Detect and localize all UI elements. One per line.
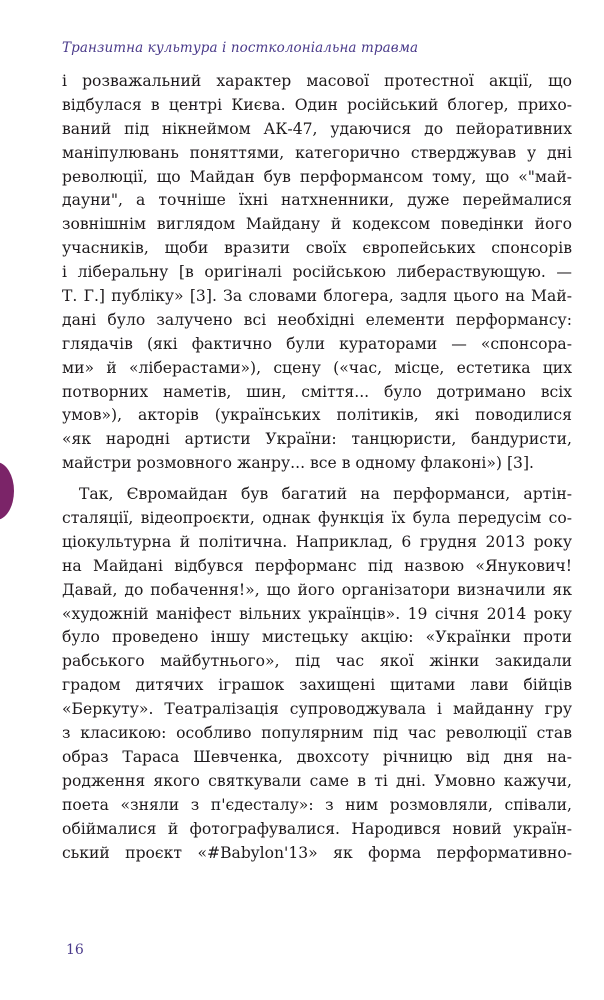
text-line: було проведено іншу мистецьку акцію: «Українки проти (62, 628, 572, 647)
text-line: дані було залучено всі необхідні елементи перформансу: (62, 310, 572, 329)
text-line: Давай, до побачення!», що його організатори визначили як (62, 580, 572, 599)
text-line: образ Тараса Шевченка, двохсоту річницю від дня на- (62, 747, 572, 766)
text-line: ми» й «ліберастами»), сцену («час, місце, естетика цих (62, 358, 572, 377)
text-line: маніпулювань поняттями, категорично стверджував у дні (62, 143, 572, 162)
text-line: глядачів (які фактично були кураторами — «спонсора- (62, 334, 572, 353)
text-line: майстри розмовного жанру... все в одному флаконі») [3]. (62, 454, 535, 473)
text-line: обіймалися й фотографувалися. Народився новий україн- (62, 819, 572, 838)
text-line: дауни", а точніше їхні натхненники, дуже переймалися (62, 191, 572, 210)
text-line: «як народні артисти України: танцюристи, бандуристи, (62, 430, 572, 449)
text-line: відбулася в центрі Києва. Один російський блогер, прихо- (62, 95, 572, 114)
text-line: «художній маніфест вільних українців». 19 січня 2014 року (62, 604, 572, 623)
text-line: і розважальний характер масової протестної акції, що (62, 72, 572, 90)
text-line: поета «зняли з п'єдесталу»: з ним розмовляли, співали, (62, 795, 572, 814)
text-line: зовнішнім виглядом Майдану й кодексом поведінки його (62, 215, 572, 234)
text-line: ваний під нікнеймом АК-47, удаючися до пейоративних (62, 119, 572, 138)
text-line: ціокультурна й політична. Наприклад, 6 грудня 2013 року (62, 532, 572, 551)
text-line: «Беркуту». Театралізація супроводжувала і майданну гру (62, 700, 572, 719)
text-line: з класикою: особливо популярним під час революції став (62, 724, 572, 743)
text-line: і ліберальну [в оригіналі російською либераствующую. — (62, 263, 572, 282)
text-line: на Майдані відбувся перформанс під назвою «Янукович! (62, 556, 572, 575)
text-line: Т. Г.] публіку» [3]. За словами блогера, задля цього на Май- (62, 287, 572, 306)
page-number: 16 (66, 942, 84, 958)
text-line: родження якого святкували саме в ті дні. Умовно кажучи, (62, 771, 572, 790)
paragraph-1 (62, 70, 572, 476)
text-line: градом дитячих іграшок захищені щитами лави бійців (62, 676, 572, 695)
running-header: Транзитна культура і постколоніальна травма (62, 40, 419, 56)
text-line: учасників, щоби вразити своїх європейських спонсорів (62, 239, 572, 258)
page-edge-marker (0, 462, 14, 520)
body-text (62, 70, 572, 872)
text-line: Так, Євромайдан був багатий на перформанси, артін- (79, 485, 572, 504)
text-line: ський проєкт «#Babylon'13» як форма перформативно- (62, 843, 572, 862)
text-line: рабського майбутнього», під час якої жінки закидали (62, 652, 572, 671)
text-line: умов»), акторів (українських політиків, які поводилися (62, 406, 572, 425)
paragraph-2 (62, 483, 572, 865)
text-line: сталяції, відеопроєкти, однак функція їх була передусім со- (62, 509, 572, 528)
text-line: революції, що Майдан був перформансом тому, що «"май- (62, 167, 572, 186)
text-line: потворних наметів, шин, сміття... було дотримано всіх (62, 382, 572, 401)
